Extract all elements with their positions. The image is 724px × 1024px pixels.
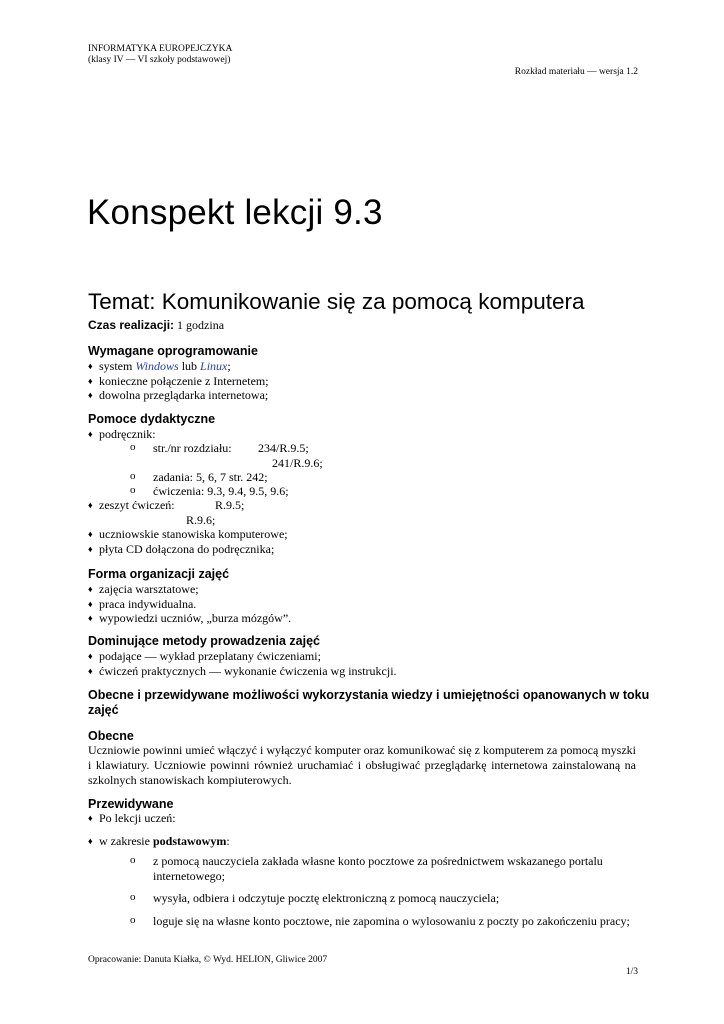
software-heading: Wymagane oprogramowanie bbox=[88, 344, 258, 358]
list-item: ♦ zeszyt ćwiczeń: bbox=[88, 498, 175, 512]
current-heading: Obecne bbox=[88, 729, 134, 743]
outcome-1-line1: z pomocą nauczyciela zakłada własne konto pocztowe za pośrednictwem wskazanego portalu bbox=[153, 854, 603, 868]
circle-bullet: o bbox=[130, 914, 136, 926]
possibilities-heading-line1: Obecne i przewidywane możliwości wykorzystania wiedzy i umiejętności opanowanych w toku bbox=[88, 688, 650, 702]
aids-list bbox=[88, 427, 156, 442]
pages-label: str./nr rozdziału: bbox=[153, 441, 232, 455]
outcome-2: wysyła, odbiera i odczytuje pocztę elektroniczną z pomocą nauczyciela; bbox=[153, 891, 500, 905]
list-item: ♦ zajęcia warsztatowe; bbox=[88, 582, 199, 596]
list-item: ♦ wypowiedzi uczniów, „burza mózgów”. bbox=[88, 611, 292, 625]
tasks-line: zadania: 5, 6, 7 str. 242; bbox=[153, 470, 268, 484]
time-value: 1 godzina bbox=[177, 318, 225, 332]
circle-bullet: o bbox=[130, 470, 136, 482]
aids-list-2 bbox=[88, 498, 175, 513]
outcome-1-line2: internetowego; bbox=[153, 869, 225, 883]
page-number: 1/3 bbox=[625, 967, 638, 977]
list-item: ♦ ćwiczeń praktycznych — wykonanie ćwiczenia wg instrukcji. bbox=[88, 663, 397, 678]
aids-heading: Pomoce dydaktyczne bbox=[88, 412, 216, 426]
time-label: Czas realizacji: bbox=[88, 318, 175, 332]
list-item: ♦ uczniowskie stanowiska komputerowe; bbox=[88, 527, 288, 541]
list-item: ♦ w zakresie podstawowym: bbox=[88, 834, 230, 848]
workbook-value-2: R.9.6; bbox=[186, 513, 216, 527]
exercises-line: ćwiczenia: 9.3, 9.4, 9.5, 9.6; bbox=[153, 484, 289, 498]
circle-bullet: o bbox=[130, 484, 136, 496]
methods-list bbox=[88, 649, 397, 678]
expected-list bbox=[88, 811, 176, 826]
list-item: ♦ płyta CD dołączona do podręcznika; bbox=[88, 541, 275, 556]
workbook-value-1: R.9.5; bbox=[215, 498, 245, 512]
list-item: ♦ Po lekcji uczeń: bbox=[88, 811, 176, 825]
list-item: ♦ podające — wykład przeplatany ćwiczeniami; bbox=[88, 649, 321, 663]
lesson-topic: Temat: Komunikowanie się za pomocą komputera bbox=[88, 289, 585, 314]
page-title: Konspekt lekcji 9.3 bbox=[87, 193, 383, 232]
circle-bullet: o bbox=[130, 441, 136, 453]
software-list bbox=[88, 359, 269, 403]
current-paragraph: Uczniowie powinni umieć włączyć i wyłączyć komputer oraz komunikować się z komputerem za pomocą myszki i klawiatury. Uczniowie powinni również uruchamiać i obsługiwać przeglądarkę internetowa zainstalowaną na szkolnych stanowiskach kompiuterowych. bbox=[88, 743, 636, 787]
list-item: ♦ podręcznik: bbox=[88, 427, 156, 441]
scope-list bbox=[88, 834, 230, 849]
pages-value-1: 234/R.9.5; bbox=[258, 441, 309, 455]
time-line bbox=[88, 318, 224, 333]
forms-heading: Forma organizacji zajęć bbox=[88, 567, 230, 581]
circle-bullet: o bbox=[130, 891, 136, 903]
header-line1: INFORMATYKA EUROPEJCZYKA bbox=[88, 44, 233, 54]
expected-heading: Przewidywane bbox=[88, 797, 174, 811]
circle-bullet: o bbox=[130, 854, 136, 866]
list-item: ♦ dowolna przeglądarka internetowa; bbox=[88, 388, 269, 402]
footer-credit: Opracowanie: Danuta Kiałka, © Wyd. HELION, Gliwice 2007 bbox=[88, 955, 328, 965]
forms-list bbox=[88, 582, 291, 626]
methods-heading: Dominujące metody prowadzenia zajęć bbox=[88, 634, 321, 648]
header-version: Rozkład materiału — wersja 1.2 bbox=[514, 67, 638, 77]
list-item: ♦ system Windows lub Linux; bbox=[88, 359, 231, 373]
aids-list-3 bbox=[88, 527, 288, 556]
header-line2: (klasy IV — VI szkoły podstawowej) bbox=[88, 55, 231, 65]
outcome-3: loguje się na własne konto pocztowe, nie zapomina o wylosowaniu z poczty po zakończeniu pracy; bbox=[153, 914, 630, 928]
list-item: ♦ konieczne połączenie z Internetem; bbox=[88, 373, 269, 388]
list-item: ♦ praca indywidualna. bbox=[88, 596, 197, 611]
pages-value-2: 241/R.9.6; bbox=[272, 456, 323, 470]
possibilities-heading-line2: zajęć bbox=[88, 703, 119, 717]
